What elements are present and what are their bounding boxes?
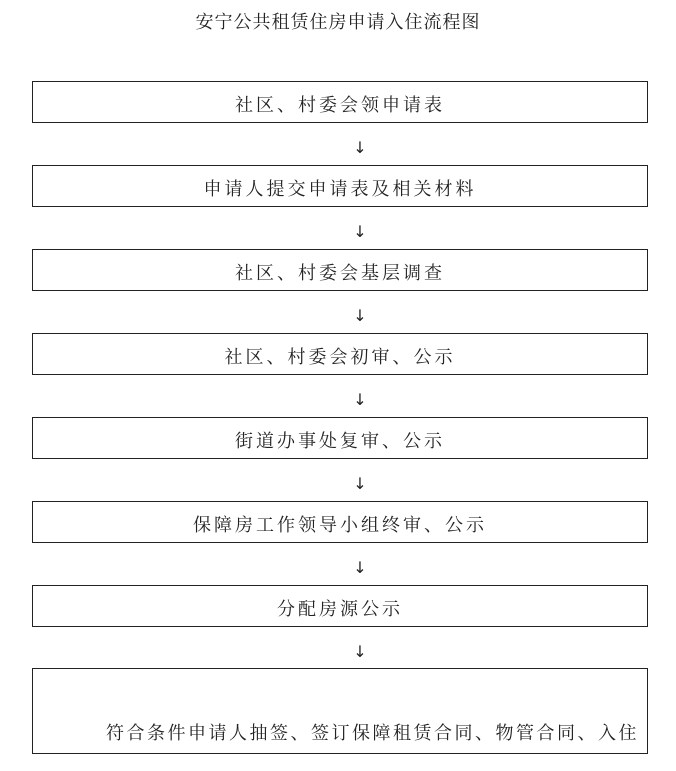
down-arrow-icon: ↓ bbox=[353, 474, 367, 493]
step-box-4 bbox=[32, 333, 648, 375]
step-label: 保障房工作领导小组终审、公示 bbox=[193, 515, 487, 536]
down-arrow-icon: ↓ bbox=[353, 306, 367, 325]
down-arrow-icon: ↓ bbox=[353, 390, 367, 409]
step-box-7 bbox=[32, 585, 648, 627]
step-box-3 bbox=[32, 249, 648, 291]
step-label: 社区、村委会初审、公示 bbox=[224, 347, 456, 368]
down-arrow-icon: ↓ bbox=[353, 138, 367, 157]
step-label: 社区、村委会领申请表 bbox=[235, 95, 445, 116]
down-arrow-icon: ↓ bbox=[353, 642, 367, 661]
step-box-1 bbox=[32, 81, 648, 123]
step-box-8 bbox=[32, 668, 648, 754]
down-arrow-icon: ↓ bbox=[353, 222, 367, 241]
step-label: 申请人提交申请表及相关材料 bbox=[203, 179, 477, 200]
step-label: 社区、村委会基层调查 bbox=[235, 263, 445, 284]
step-box-6 bbox=[32, 501, 648, 543]
step-label: 分配房源公示 bbox=[277, 599, 403, 620]
step-box-5 bbox=[32, 417, 648, 459]
diagram-title: 安宁公共租赁住房申请入住流程图 bbox=[195, 12, 481, 33]
down-arrow-icon: ↓ bbox=[353, 558, 367, 577]
step-box-2 bbox=[32, 165, 648, 207]
step-label: 符合条件申请人抽签、签订保障租赁合同、物管合同、入住 bbox=[106, 723, 639, 744]
step-label: 街道办事处复审、公示 bbox=[235, 431, 445, 452]
